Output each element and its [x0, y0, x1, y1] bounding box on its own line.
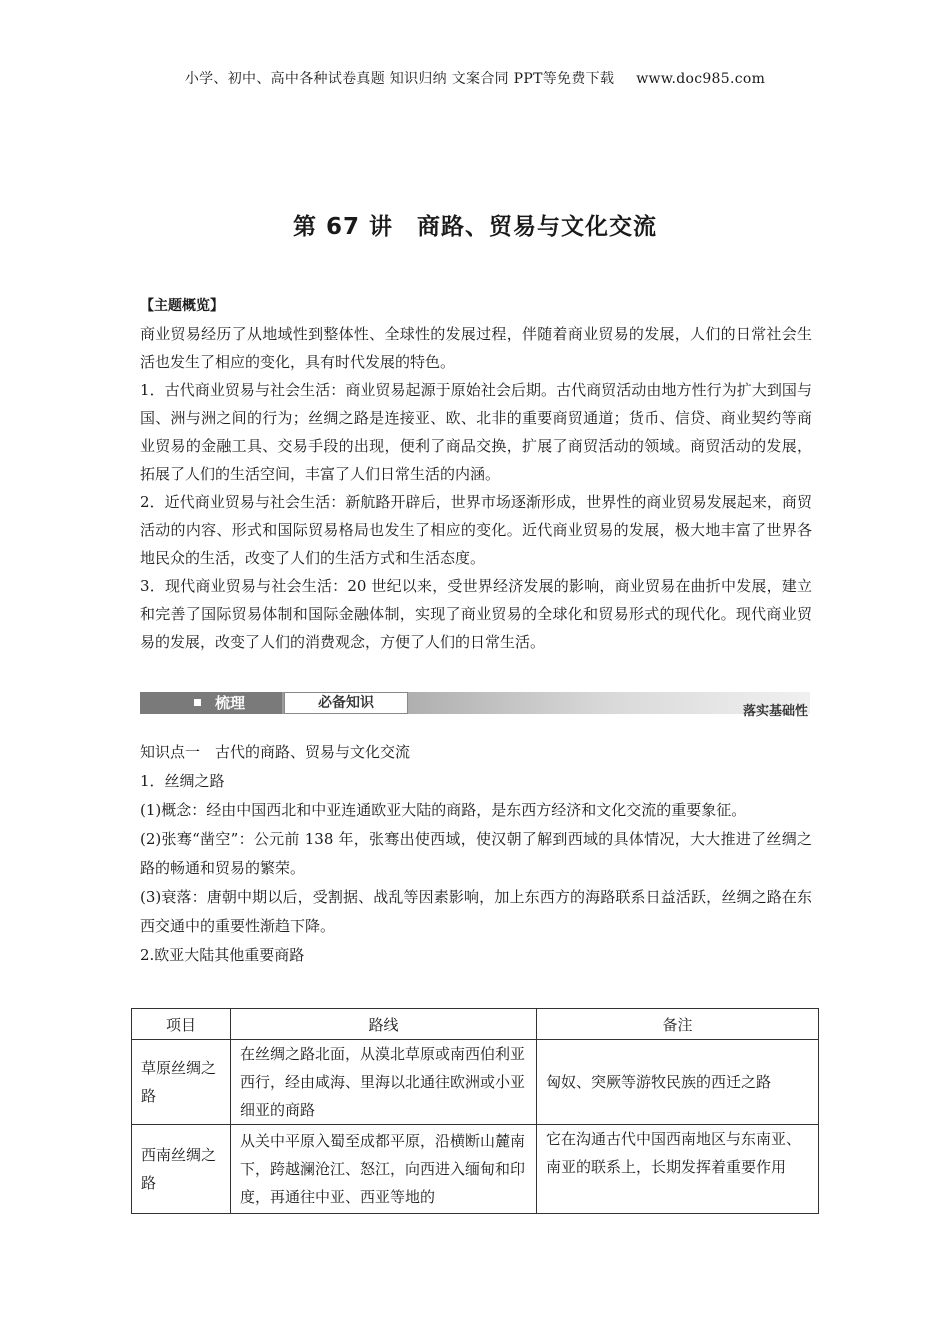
header-site-link[interactable]: www.doc985.com — [636, 71, 766, 87]
overview-heading: 【主题概览】 — [140, 298, 224, 314]
page-header — [0, 68, 950, 88]
table-header-route: 路线 — [231, 1009, 537, 1040]
knowledge-section — [140, 738, 812, 970]
page-title — [0, 208, 950, 241]
banner-box: 必备知识 — [284, 692, 408, 714]
table-cell-note: 它在沟通古代中国西南地区与东南亚、南亚的联系上，长期发挥着重要作用 — [537, 1125, 819, 1214]
knowledge-item-1: (1)概念：经由中国西北和中亚连通欧亚大陆的商路，是东西方经济和文化交流的重要象征。 — [140, 801, 747, 819]
table-header-note: 备注 — [537, 1009, 819, 1040]
table-cell-route: 从关中平原入蜀至成都平原，沿横断山麓南下，跨越澜沧江、怒江，向西进入缅甸和印度，再通往中亚、西亚等地的 — [231, 1125, 537, 1214]
section-banner — [140, 690, 810, 720]
routes-table — [131, 1008, 819, 1214]
overview-point-3: 3．现代商业贸易与社会生活：20 世纪以来，受世界经济发展的影响，商业贸易在曲折中发展，建立和完善了国际贸易体制和国际金融体制，实现了商业贸易的全球化和贸易形式的现代化。现代商业贸易的发展，改变了人们的消费观念，方便了人们的日常生活。 — [140, 577, 812, 651]
overview-point-1: 1．古代商业贸易与社会生活：商业贸易起源于原始社会后期。古代商贸活动由地方性行为扩大到国与国、洲与洲之间的行为；丝绸之路是连接亚、欧、北非的重要商贸通道；货币、信贷、商业契约等商业贸易的金融工具、交易手段的出现，便利了商品交换，扩展了商贸活动的领域。商贸活动的发展，拓展了人们的生活空间，丰富了人们日常生活的内涵。 — [140, 381, 812, 483]
table-cell-note: 匈奴、突厥等游牧民族的西迁之路 — [537, 1040, 819, 1125]
knowledge-heading: 知识点一 古代的商路、贸易与文化交流 — [140, 743, 411, 761]
knowledge-sub-2: 2.欧亚大陆其他重要商路 — [140, 946, 305, 964]
lecture-number: 第 67 讲 — [292, 214, 394, 240]
table-row — [132, 1040, 819, 1125]
knowledge-item-3: (3)衰落：唐朝中期以后，受割据、战乱等因素影响，加上东西方的海路联系日益活跃，丝绸之路在东西交通中的重要性渐趋下降。 — [140, 888, 812, 935]
table-cell-name: 西南丝绸之路 — [132, 1125, 231, 1214]
overview-intro: 商业贸易经历了从地域性到整体性、全球性的发展过程，伴随着商业贸易的发展，人们的日常社会生活也发生了相应的变化，具有时代发展的特色。 — [140, 325, 812, 371]
table-header-row — [132, 1009, 819, 1040]
table-row — [132, 1125, 819, 1214]
overview-section — [140, 292, 812, 656]
overview-point-2: 2．近代商业贸易与社会生活：新航路开辟后，世界市场逐渐形成，世界性的商业贸易发展起来，商贸活动的内容、形式和国际贸易格局也发生了相应的变化。近代商业贸易的发展，极大地丰富了世界各地民众的生活，改变了人们的生活方式和生活态度。 — [140, 493, 812, 567]
banner-right-text: 落实基础性 — [742, 704, 808, 719]
knowledge-sub-1: 1．丝绸之路 — [140, 772, 225, 790]
table-cell-name: 草原丝绸之路 — [132, 1040, 231, 1125]
square-icon — [194, 699, 201, 706]
banner-label: 梳理 — [140, 692, 282, 714]
table-header-item: 项目 — [132, 1009, 231, 1040]
table-cell-route: 在丝绸之路北面，从漠北草原或南西伯利亚西行，经由咸海、里海以北通往欧洲或小亚细亚的商路 — [231, 1040, 537, 1125]
header-text: 小学、初中、高中各种试卷真题 知识归纳 文案合同 PPT等免费下载 — [184, 71, 615, 87]
lecture-name: 商路、贸易与文化交流 — [417, 214, 658, 240]
knowledge-item-2: (2)张骞“凿空”：公元前 138 年，张骞出使西域，使汉朝了解到西域的具体情况，大大推进了丝绸之路的畅通和贸易的繁荣。 — [140, 830, 812, 877]
